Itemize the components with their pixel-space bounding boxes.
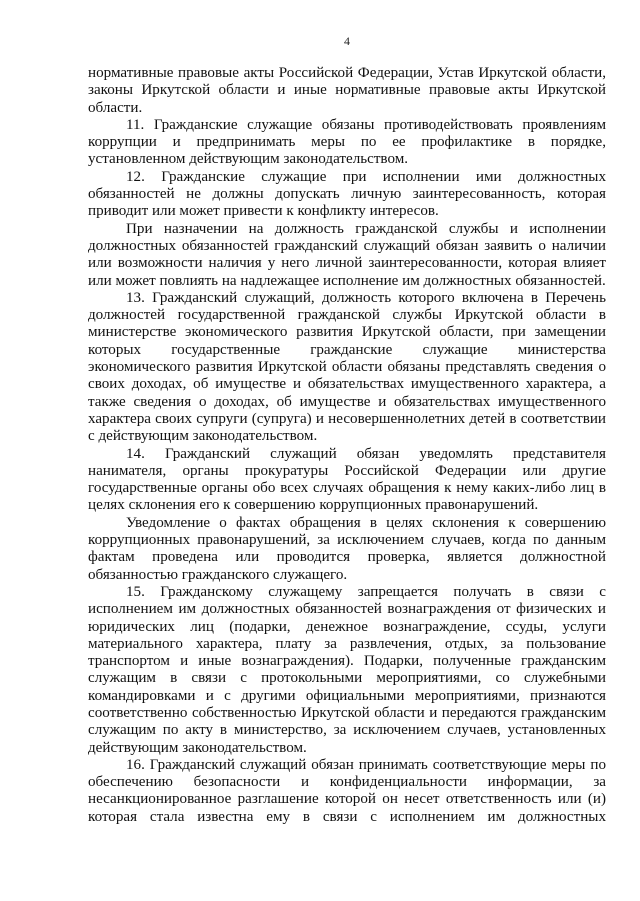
paragraph-item-14-notification: Уведомление о фактах обращения в целях склонения к совершению коррупционных правонарушений, за исключением случаев, когда по данным фактам проведена или проводится проверка, является должностной обязанностью гражданского служащего. xyxy=(88,514,606,583)
paragraph-item-12: 12. Гражданские служащие при исполнении ими должностных обязанностей не должны допускать личную заинтересованность, которая приводит или может привести к конфликту интересов. xyxy=(88,168,606,220)
document-page xyxy=(88,34,606,826)
paragraph-item-12-appointment: При назначении на должность гражданской службы и исполнении должностных обязанностей гражданский служащий обязан заявить о наличии или возможности наличия у него личной заинтересованности, которая влияет или может повлиять на надлежащее исполнение им должностных обязанностей. xyxy=(88,220,606,289)
paragraph-item-15: 15. Гражданскому служащему запрещается получать в связи с исполнением им должностных обязанностей вознаграждения от физических и юридических лиц (подарки, денежное вознаграждение, ссуды, услуги материального характера, плату за развлечения, отдых, за пользование транспортом и иные вознаграждения). Подарки, полученные гражданским служащим в связи с протокольными мероприятиями, со служебными командировками и с другими официальными мероприятиями, признаются соответственно собственностью Иркутской области и передаются гражданским служащим по акту в министерство, за исключением случаев, установленных действующим законодательством. xyxy=(88,583,606,756)
paragraph-item-16: 16. Гражданский служащий обязан принимать соответствующие меры по обеспечению безопасности и конфиденциальности информации, за несанкционированное разглашение которой он несет ответственность или (и) которая стала известна ему в связи с исполнением им должностных xyxy=(88,756,606,825)
page-number: 4 xyxy=(344,34,350,48)
paragraph-item-11: 11. Гражданские служащие обязаны противодействовать проявлениям коррупции и предпринимать меры по ее профилактике в порядке, установленном действующим законодательством. xyxy=(88,116,606,168)
paragraph-item-13: 13. Гражданский служащий, должность которого включена в Перечень должностей государственной гражданской службы Иркутской области в министерстве экономического развития Иркутской области, при замещении которых государственные гражданские служащие министерства экономического развития Иркутской области обязаны представлять сведения о своих доходах, об имуществе и обязательствах имущественного характера, а также сведения о доходах, об имуществе и обязательствах имущественного характера своих супруги (супруга) и несовершеннолетних детей в соответствии с действующим законодательством. xyxy=(88,289,606,445)
paragraph-item-14: 14. Гражданский служащий обязан уведомлять представителя нанимателя, органы прокуратуры Российской Федерации или другие государственные органы обо всех случаях обращения к нему каких-либо лиц в целях склонения его к совершению коррупционных правонарушений. xyxy=(88,445,606,514)
paragraph-continuation: нормативные правовые акты Российской Федерации, Устав Иркутской области, законы Иркутской области и иные нормативные правовые акты Иркутской области. xyxy=(88,65,606,116)
